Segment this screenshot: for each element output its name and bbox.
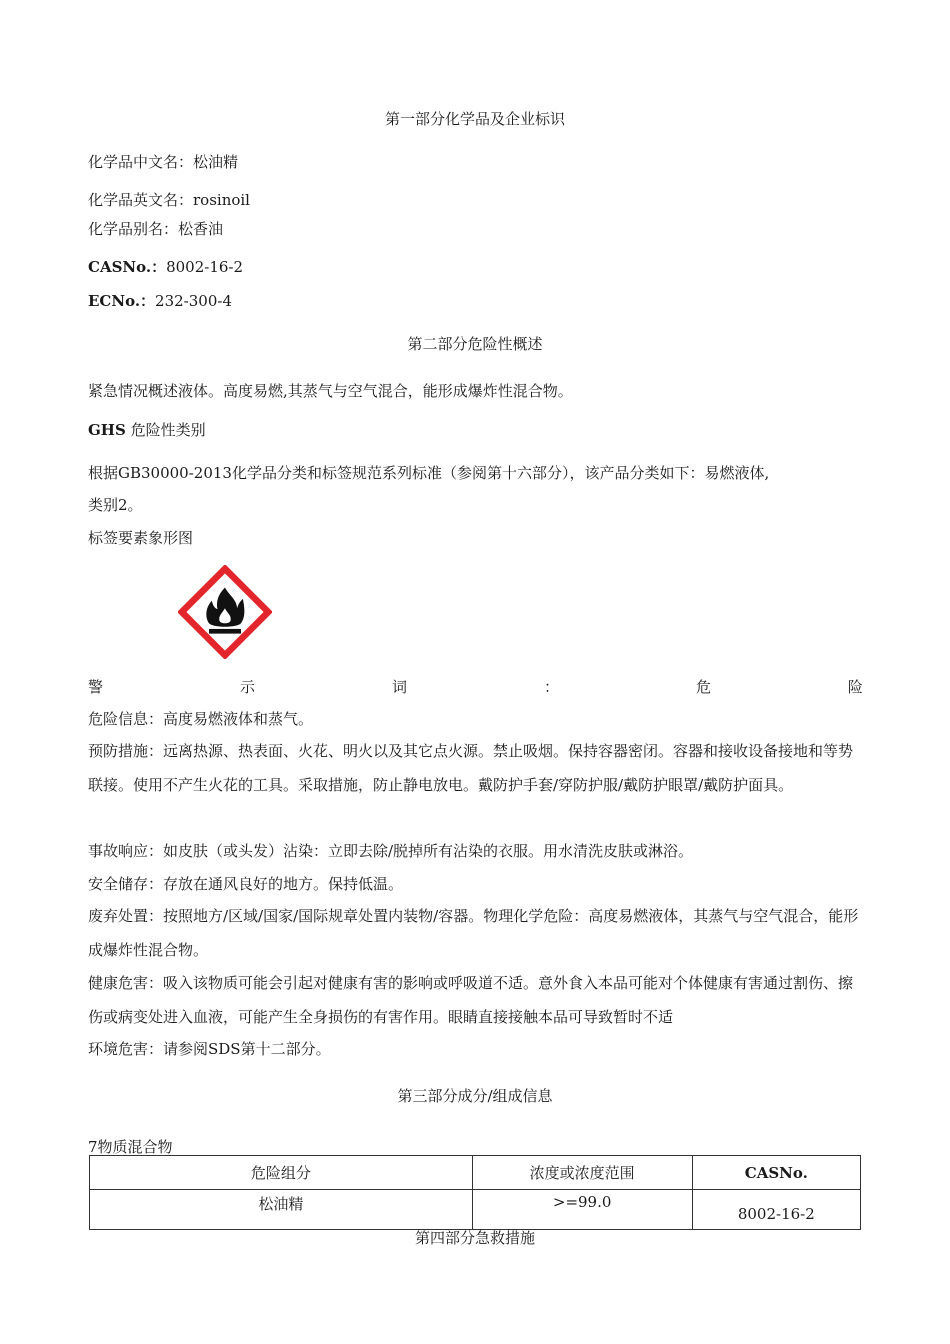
signal-char-6: 险 <box>847 678 863 696</box>
signal-char-5: 危 <box>695 678 711 696</box>
environment-hazard: 环境危害：请参阅SDS第十二部分。 <box>88 1040 331 1058</box>
classification-line-1: 根据GB30000-2013化学品分类和标签规范系列标准（参阅第十六部分），该产品分类如下：易燃液体, <box>88 464 770 482</box>
signal-char-2: 示 <box>239 678 255 696</box>
prevention-measures: 预防措施：远离热源、热表面、火花、明火以及其它点火源。禁止吸烟。保持容器密闭。容器和接收设备接地和等势联接。使用不产生火花的工具。采取措施，防止静电放电。戴防护手套/穿防护服/戴防护眼罩/戴防护面具。 <box>88 742 854 794</box>
table-header-row <box>90 1156 861 1190</box>
ghs-text: 危险性类别 <box>130 421 206 439</box>
cell-concentration: >=99.0 <box>472 1190 692 1230</box>
header-concentration: 浓度或浓度范围 <box>472 1156 692 1190</box>
cas-label: CASNo.： <box>88 258 167 276</box>
ec-number-line <box>88 291 863 311</box>
cas-value: 8002-16-2 <box>166 258 244 276</box>
section1-title: 第一部分化学品及企业标识 <box>384 110 565 128</box>
header-cas: CASNo. <box>692 1156 860 1190</box>
section4-title: 第四部分急救措施 <box>414 1229 535 1247</box>
ghs-heading <box>88 420 863 440</box>
ec-value: 232-300-4 <box>155 292 232 310</box>
cell-cas: 8002-16-2 <box>692 1190 860 1230</box>
hazard-info: 危险信息：高度易燃液体和蒸气。 <box>88 710 314 728</box>
chemical-alias: 化学品别名：松香油 <box>88 220 224 238</box>
substance-type: 7物质混合物 <box>88 1138 173 1156</box>
chemical-en-name: 化学品英文名：rosinoil <box>88 191 250 209</box>
flammable-pictogram-icon <box>178 565 272 659</box>
section2-title: 第二部分危险性概述 <box>407 335 543 353</box>
header-component: 危险组分 <box>90 1156 473 1190</box>
pictogram-base-bar <box>209 629 241 634</box>
signal-word-row <box>88 677 863 697</box>
signal-char-1: 警 <box>88 678 104 696</box>
classification-line-2: 类别2。 <box>88 496 143 514</box>
table-row <box>90 1190 861 1230</box>
cas-number-line <box>88 257 863 277</box>
section3-title: 第三部分成分/组成信息 <box>397 1087 553 1105</box>
ghs-label: GHS <box>88 421 126 439</box>
composition-table <box>89 1155 861 1230</box>
health-hazard: 健康危害：吸入该物质可能会引起对健康有害的影响或呼吸道不适。意外食入本品可能对个体健康有害通过割伤、擦伤或病变处进入血液，可能产生全身损伤的有害作用。眼睛直接接触本品可导致暂时不适 <box>88 974 854 1026</box>
cell-component: 松油精 <box>90 1190 473 1230</box>
emergency-overview: 紧急情况概述液体。高度易燃,其蒸气与空气混合，能形成爆炸性混合物。 <box>88 382 573 400</box>
ec-label: ECNo.： <box>88 292 156 310</box>
accident-response: 事故响应：如皮肤（或头发）沾染：立即去除/脱掉所有沾染的衣服。用水清洗皮肤或淋浴。 <box>88 842 694 860</box>
chemical-cn-name: 化学品中文名：松油精 <box>88 153 239 171</box>
signal-char-4: ： <box>543 678 559 696</box>
disposal: 废弃处置：按照地方/区域/国家/国际规章处置内装物/容器。物理化学危险：高度易燃液体，其蒸气与空气混合，能形成爆炸性混合物。 <box>88 907 859 959</box>
signal-char-3: 词 <box>391 678 407 696</box>
pictogram-title: 标签要素象形图 <box>88 529 194 547</box>
safe-storage: 安全储存：存放在通风良好的地方。保持低温。 <box>88 875 404 893</box>
